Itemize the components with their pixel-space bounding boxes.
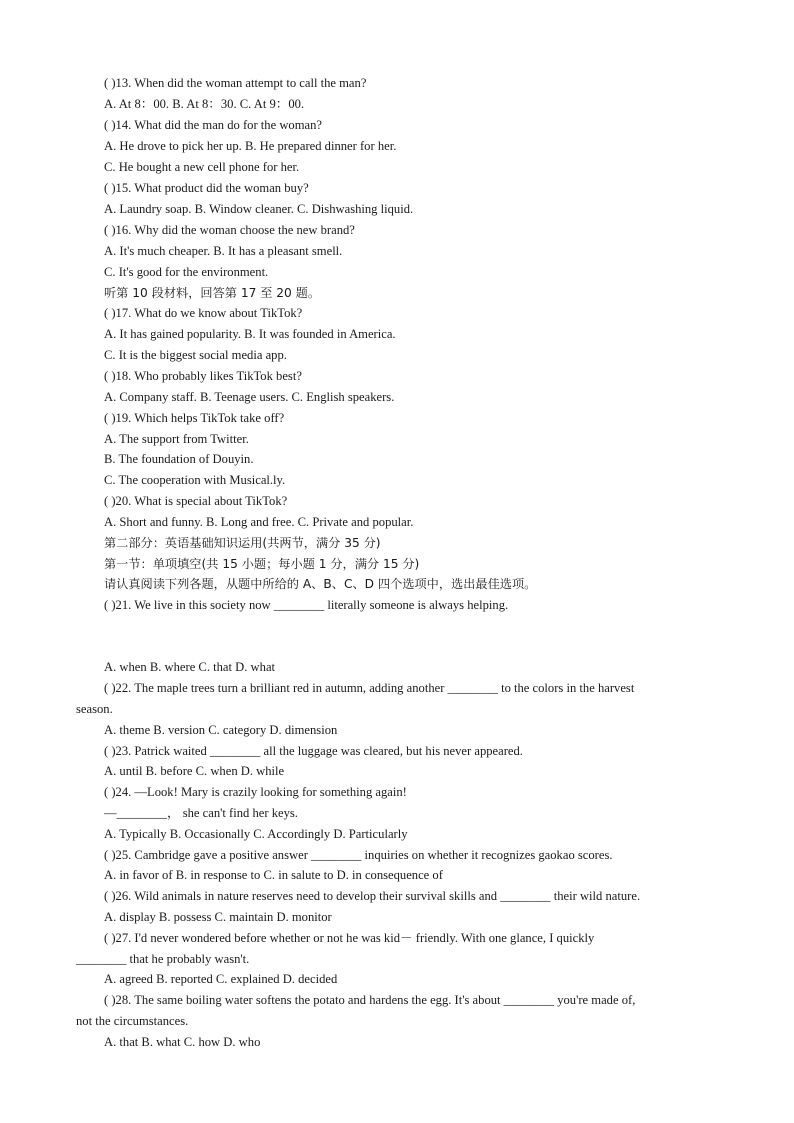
text-line: —________， she can't find her keys. <box>104 806 298 820</box>
question-line: ( )24. —Look! Mary is crazily looking for something again! <box>104 785 407 799</box>
question-line: ( )26. Wild animals in nature reserves need to develop their survival skills and ________ their wild nature. <box>104 889 641 903</box>
text-line: B. The foundation of Douyin. <box>104 452 254 466</box>
text-line: A. theme B. version C. category D. dimension <box>104 723 338 737</box>
text-line: C. The cooperation with Musical.ly. <box>104 473 286 487</box>
text-line: A. Typically B. Occasionally C. Accordingly D. Particularly <box>104 827 408 841</box>
text-line: A. display B. possess C. maintain D. monitor <box>104 910 332 924</box>
question-line: ( )17. What do we know about TikTok? <box>104 306 303 320</box>
text-line: A. Company staff. B. Teenage users. C. English speakers. <box>104 390 395 404</box>
text-line: A. in favor of B. in response to C. in salute to D. in consequence of <box>104 868 443 882</box>
question-line: ( )28. The same boiling water softens the potato and hardens the egg. It's about ________ you're made of, <box>104 993 636 1007</box>
text-line: ________ that he probably wasn't. <box>76 952 250 966</box>
question-line: ( )27. I'd never wondered before whether or not he was kid－ friendly. With one glance, I quickly <box>104 931 595 945</box>
question-line: ( )21. We live in this society now ________ literally someone is always helping. <box>104 598 509 612</box>
question-line: ( )23. Patrick waited ________ all the luggage was cleared, but his never appeared. <box>104 744 523 758</box>
section-heading: 第一节：单项填空(共 15 小题；每小题 1 分，满分 15 分) <box>104 557 420 571</box>
text-line: A. until B. before C. when D. while <box>104 764 285 778</box>
section-heading: 听第 10 段材料，回答第 17 至 20 题。 <box>104 286 321 300</box>
text-line: A. Short and funny. B. Long and free. C. Private and popular. <box>104 515 414 529</box>
question-line: ( )22. The maple trees turn a brilliant red in autumn, adding another ________ to the colors in the harvest <box>104 681 635 695</box>
question-line: ( )13. When did the woman attempt to call the man? <box>104 76 367 90</box>
text-line: C. He bought a new cell phone for her. <box>104 160 300 174</box>
text-line: C. It's good for the environment. <box>104 265 269 279</box>
text-line: A. that B. what C. how D. who <box>104 1035 261 1049</box>
text-line: season. <box>76 702 113 716</box>
question-line: ( )25. Cambridge gave a positive answer ________ inquiries on whether it recognizes gaokao scores. <box>104 848 613 862</box>
text-line: A. The support from Twitter. <box>104 432 249 446</box>
section-heading: 第二部分：英语基础知识运用(共两节，满分 35 分) <box>104 536 381 550</box>
question-line: ( )16. Why did the woman choose the new brand? <box>104 223 355 237</box>
text-line: A. It has gained popularity. B. It was founded in America. <box>104 327 396 341</box>
question-line: ( )14. What did the man do for the woman? <box>104 118 322 132</box>
text-line: A. He drove to pick her up. B. He prepared dinner for her. <box>104 139 397 153</box>
text-line: A. It's much cheaper. B. It has a pleasant smell. <box>104 244 343 258</box>
text-line: A. Laundry soap. B. Window cleaner. C. Dishwashing liquid. <box>104 202 414 216</box>
text-line: C. It is the biggest social media app. <box>104 348 287 362</box>
section-heading: 请认真阅读下列各题，从题中所给的 A、B、C、D 四个选项中，选出最佳选项。 <box>104 577 537 591</box>
text-line: A. agreed B. reported C. explained D. decided <box>104 972 338 986</box>
question-line: ( )20. What is special about TikTok? <box>104 494 288 508</box>
question-line: ( )15. What product did the woman buy? <box>104 181 309 195</box>
question-line: ( )18. Who probably likes TikTok best? <box>104 369 302 383</box>
text-line: A. At 8：00. B. At 8：30. C. At 9：00. <box>104 97 305 111</box>
question-line: ( )19. Which helps TikTok take off? <box>104 411 285 425</box>
text-line: not the circumstances. <box>76 1014 189 1028</box>
text-line: A. when B. where C. that D. what <box>104 660 276 674</box>
